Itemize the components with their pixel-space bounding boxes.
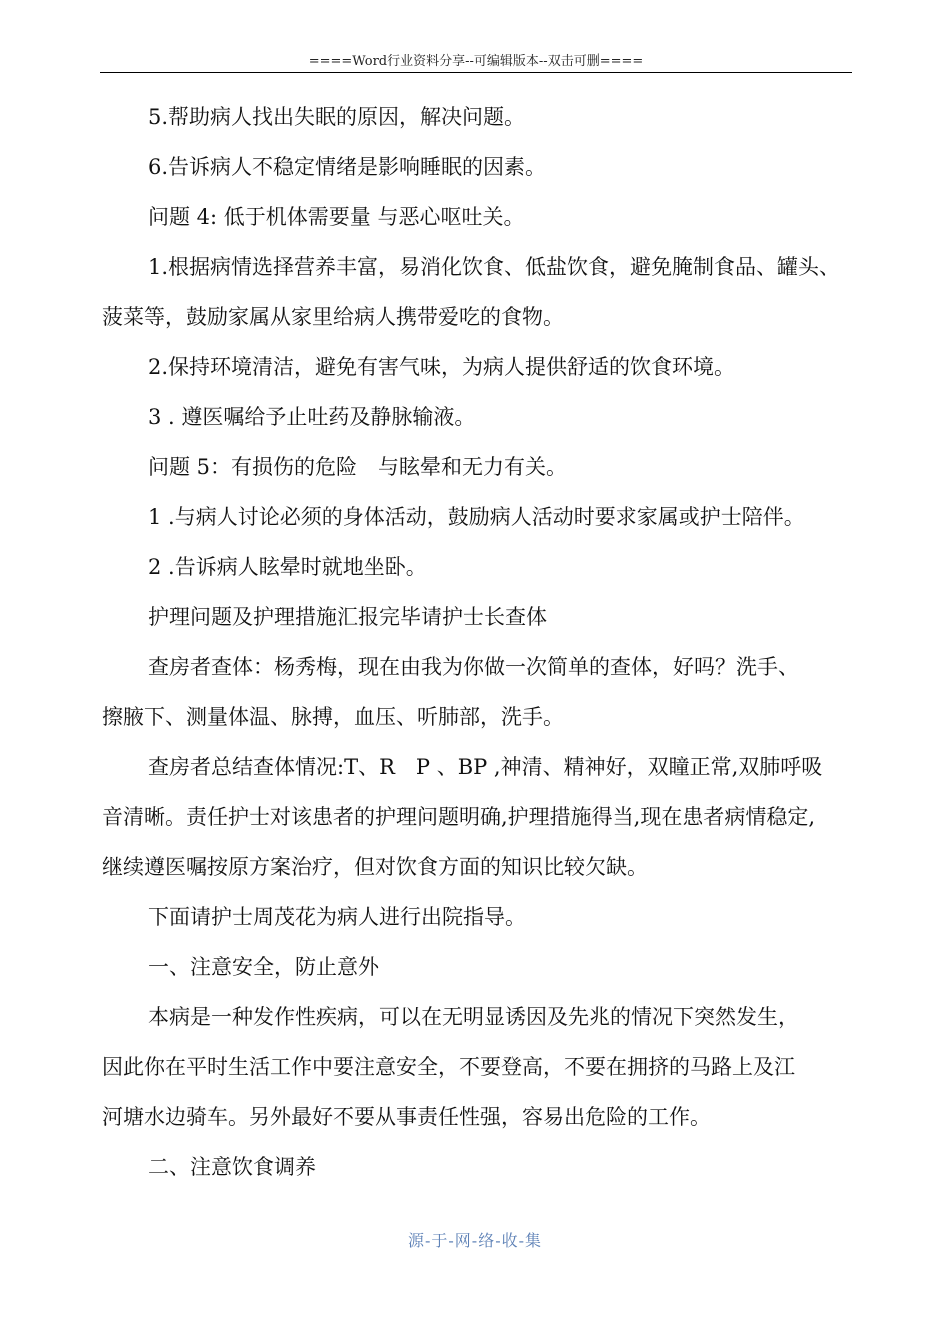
paragraph-line: 问题 5：有损伤的危险 与眩晕和无力有关。 bbox=[148, 455, 568, 479]
paragraph-line: 本病是一种发作性疾病，可以在无明显诱因及先兆的情况下突然发生， bbox=[148, 1005, 799, 1029]
paragraph-line: 2 .告诉病人眩晕时就地坐卧。 bbox=[148, 555, 427, 579]
paragraph-line: 5.帮助病人找出失眠的原因，解决问题。 bbox=[148, 105, 526, 129]
paragraph-line: 6.告诉病人不稳定情绪是影响睡眠的因素。 bbox=[148, 155, 547, 179]
section-heading: 二、注意饮食调养 bbox=[148, 1155, 316, 1179]
paragraph-line: 擦腋下、测量体温、脉搏，血压、听肺部，洗手。 bbox=[102, 705, 564, 729]
paragraph-line: 问题 4: 低于机体需要量 与恶心呕吐关。 bbox=[148, 205, 525, 229]
paragraph-line: 1 .与病人讨论必须的身体活动，鼓励病人活动时要求家属或护士陪伴。 bbox=[148, 505, 805, 529]
paragraph-line: 1.根据病情选择营养丰富，易消化饮食、低盐饮食，避免腌制食品、罐头、 bbox=[148, 255, 841, 279]
paragraph-line: 菠菜等，鼓励家属从家里给病人携带爱吃的食物。 bbox=[102, 305, 564, 329]
paragraph-line: 2.保持环境清洁，避免有害气味，为病人提供舒适的饮食环境。 bbox=[148, 355, 736, 379]
paragraph-line: 音清晰。责任护士对该患者的护理问题明确,护理措施得当,现在患者病情稳定, bbox=[102, 805, 816, 829]
header-rule bbox=[100, 72, 852, 73]
page-header: ====Word行业资料分享--可编辑版本--双击可删==== bbox=[308, 54, 644, 69]
document-body bbox=[102, 92, 854, 1192]
paragraph-line: 继续遵医嘱按原方案治疗，但对饮食方面的知识比较欠缺。 bbox=[102, 855, 648, 879]
paragraph-line: 下面请护士周茂花为病人进行出院指导。 bbox=[148, 905, 526, 929]
paragraph-line: 护理问题及护理措施汇报完毕请护士长查体 bbox=[148, 605, 547, 629]
paragraph-line: 查房者总结查体情况:T、R P 、BP ,神清、精神好，双瞳正常,双肺呼吸 bbox=[148, 755, 823, 779]
paragraph-line: 河塘水边骑车。另外最好不要从事责任性强，容易出危险的工作。 bbox=[102, 1105, 711, 1129]
page-footer: 源-于-网-络-收-集 bbox=[407, 1231, 543, 1250]
paragraph-line: 因此你在平时生活工作中要注意安全，不要登高，不要在拥挤的马路上及江 bbox=[102, 1055, 795, 1079]
paragraph-line: 查房者查体：杨秀梅，现在由我为你做一次简单的查体，好吗？洗手、 bbox=[148, 655, 799, 679]
paragraph-line: 3 . 遵医嘱给予止吐药及静脉输液。 bbox=[148, 405, 476, 429]
section-heading: 一、注意安全，防止意外 bbox=[148, 955, 379, 979]
